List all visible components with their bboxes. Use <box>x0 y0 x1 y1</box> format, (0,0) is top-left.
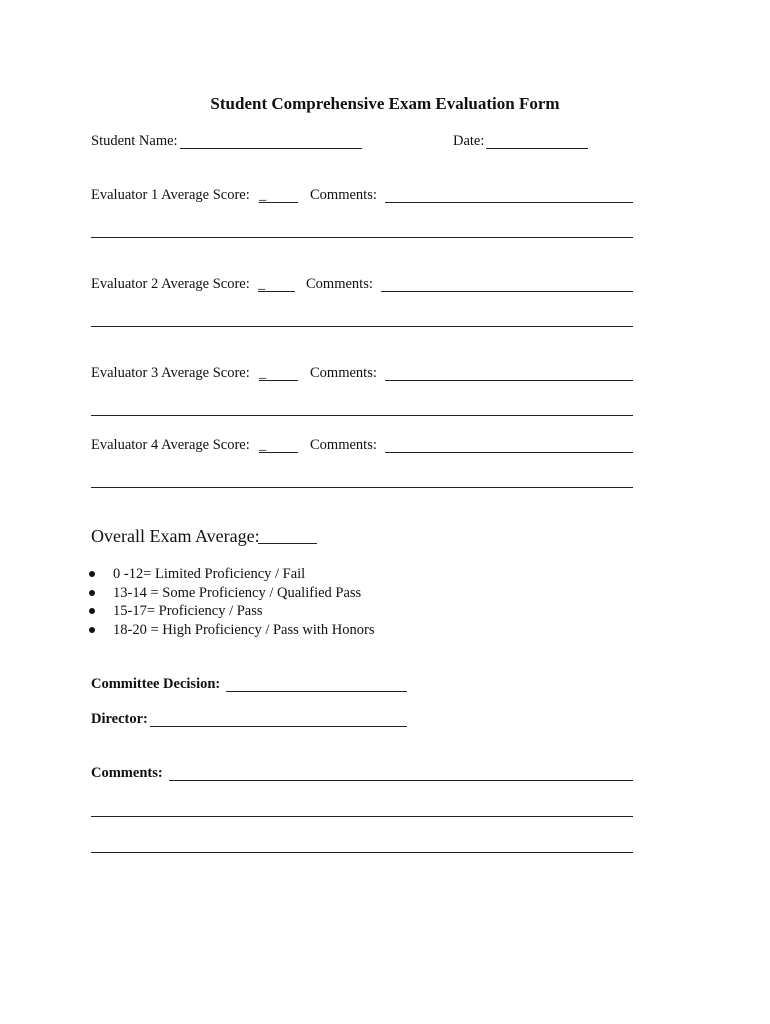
evaluator-4-comments-field[interactable] <box>385 452 633 453</box>
scale-item-fail: 0 -12= Limited Proficiency / Fail <box>113 566 306 582</box>
evaluator-2-comments-field[interactable] <box>381 291 633 292</box>
evaluator-1-score-blank: _ <box>259 187 267 203</box>
evaluator-2-comments-line[interactable] <box>91 326 633 327</box>
evaluator-4-score-label: Evaluator 4 Average Score: <box>91 437 250 453</box>
committee-decision-field[interactable] <box>226 691 407 692</box>
evaluator-1-comments-label: Comments: <box>310 187 377 203</box>
evaluator-3-comments-label: Comments: <box>310 365 377 381</box>
evaluator-1-score-label: Evaluator 1 Average Score: <box>91 187 250 203</box>
evaluator-3-comments-line[interactable] <box>91 415 633 416</box>
evaluator-2-comments-label: Comments: <box>306 276 373 292</box>
evaluator-1-comments-line[interactable] <box>91 237 633 238</box>
form-title: Student Comprehensive Exam Evaluation Form <box>210 94 560 113</box>
student-name-label: Student Name: <box>91 133 178 149</box>
evaluator-4-comments-label: Comments: <box>310 437 377 453</box>
date-label: Date: <box>453 133 485 149</box>
bullet-icon <box>89 627 95 633</box>
final-comments-line-3[interactable] <box>91 852 633 853</box>
evaluator-2-score-label: Evaluator 2 Average Score: <box>91 276 250 292</box>
date-field[interactable] <box>486 148 588 149</box>
final-comments-label: Comments: <box>91 765 163 781</box>
director-field[interactable] <box>150 726 407 727</box>
bullet-icon <box>89 590 95 596</box>
scale-item-qualified-pass: 13-14 = Some Proficiency / Qualified Pass <box>113 585 362 601</box>
final-comments-line-2[interactable] <box>91 816 633 817</box>
evaluator-1-comments-field[interactable] <box>385 202 633 203</box>
bullet-icon <box>89 571 95 577</box>
overall-average-field[interactable] <box>258 543 317 544</box>
scale-item-honors: 18-20 = High Proficiency / Pass with Honors <box>113 622 375 638</box>
committee-decision-label: Committee Decision: <box>91 676 221 692</box>
evaluator-4-score-blank: _ <box>259 437 267 453</box>
bullet-icon <box>89 608 95 614</box>
evaluator-3-score-field[interactable] <box>259 380 298 381</box>
director-label: Director: <box>91 711 148 727</box>
overall-average-label: Overall Exam Average: <box>91 526 260 546</box>
student-name-field[interactable] <box>180 148 362 149</box>
scale-item-pass: 15-17= Proficiency / Pass <box>113 603 263 619</box>
evaluator-3-score-label: Evaluator 3 Average Score: <box>91 365 250 381</box>
evaluator-4-score-field[interactable] <box>259 452 298 453</box>
evaluator-2-score-blank: _ <box>258 276 266 292</box>
evaluator-3-comments-field[interactable] <box>385 380 633 381</box>
final-comments-field[interactable] <box>169 780 633 781</box>
evaluator-1-score-field[interactable] <box>259 202 298 203</box>
evaluator-3-score-blank: _ <box>259 365 267 381</box>
evaluator-2-score-field[interactable] <box>258 291 295 292</box>
evaluator-4-comments-line[interactable] <box>91 487 633 488</box>
